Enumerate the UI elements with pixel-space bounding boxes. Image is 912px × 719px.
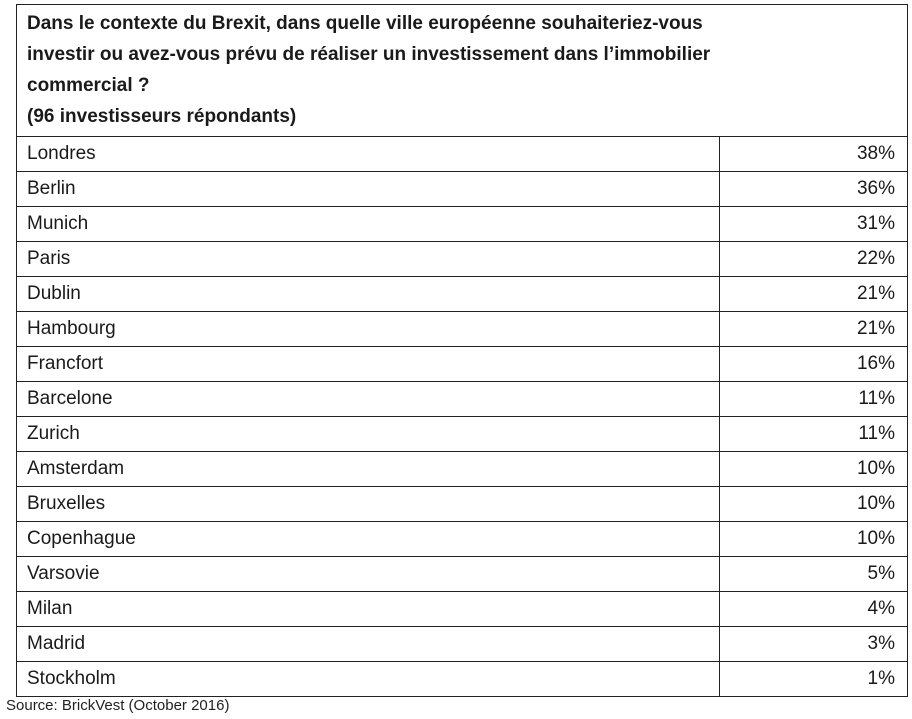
table-title: [17, 5, 908, 137]
city-cell: Bruxelles: [17, 487, 720, 522]
percent-cell: 36%: [720, 172, 908, 207]
percent-cell: 11%: [720, 417, 908, 452]
table-row: [17, 382, 908, 417]
table-row: [17, 487, 908, 522]
city-cell: Milan: [17, 592, 720, 627]
title-line-1: Dans le contexte du Brexit, dans quelle ville européenne souhaiteriez-vous: [27, 13, 703, 34]
percent-cell: 1%: [720, 662, 908, 697]
percent-cell: 4%: [720, 592, 908, 627]
survey-table: [16, 4, 908, 697]
table-body: [17, 137, 908, 697]
table-row: [17, 242, 908, 277]
survey-table-container: [16, 4, 907, 697]
city-cell: Copenhague: [17, 522, 720, 557]
percent-cell: 10%: [720, 487, 908, 522]
percent-cell: 22%: [720, 242, 908, 277]
city-cell: Berlin: [17, 172, 720, 207]
city-cell: Hambourg: [17, 312, 720, 347]
table-row: [17, 347, 908, 382]
percent-cell: 21%: [720, 277, 908, 312]
table-row: [17, 277, 908, 312]
table-row: [17, 137, 908, 172]
percent-cell: 16%: [720, 347, 908, 382]
city-cell: Madrid: [17, 627, 720, 662]
city-cell: Munich: [17, 207, 720, 242]
city-cell: Paris: [17, 242, 720, 277]
table-row: [17, 557, 908, 592]
title-line-respondents: (96 investisseurs répondants): [27, 106, 297, 127]
title-line-2: investir ou avez-vous prévu de réaliser un investissement dans l’immobilier: [27, 44, 711, 65]
source-note: Source: BrickVest (October 2016): [6, 697, 230, 714]
title-line-3: commercial ?: [27, 75, 150, 96]
city-cell: Francfort: [17, 347, 720, 382]
percent-cell: 5%: [720, 557, 908, 592]
city-cell: Dublin: [17, 277, 720, 312]
table-row: [17, 172, 908, 207]
table-row: [17, 452, 908, 487]
table-row: [17, 662, 908, 697]
percent-cell: 21%: [720, 312, 908, 347]
table-row: [17, 592, 908, 627]
percent-cell: 10%: [720, 452, 908, 487]
table-row: [17, 627, 908, 662]
table-row: [17, 522, 908, 557]
percent-cell: 10%: [720, 522, 908, 557]
percent-cell: 38%: [720, 137, 908, 172]
percent-cell: 11%: [720, 382, 908, 417]
table-row: [17, 417, 908, 452]
table-row: [17, 312, 908, 347]
city-cell: Amsterdam: [17, 452, 720, 487]
city-cell: Barcelone: [17, 382, 720, 417]
city-cell: Zurich: [17, 417, 720, 452]
table-header-row: [17, 5, 908, 137]
percent-cell: 31%: [720, 207, 908, 242]
city-cell: Londres: [17, 137, 720, 172]
table-row: [17, 207, 908, 242]
city-cell: Varsovie: [17, 557, 720, 592]
city-cell: Stockholm: [17, 662, 720, 697]
percent-cell: 3%: [720, 627, 908, 662]
